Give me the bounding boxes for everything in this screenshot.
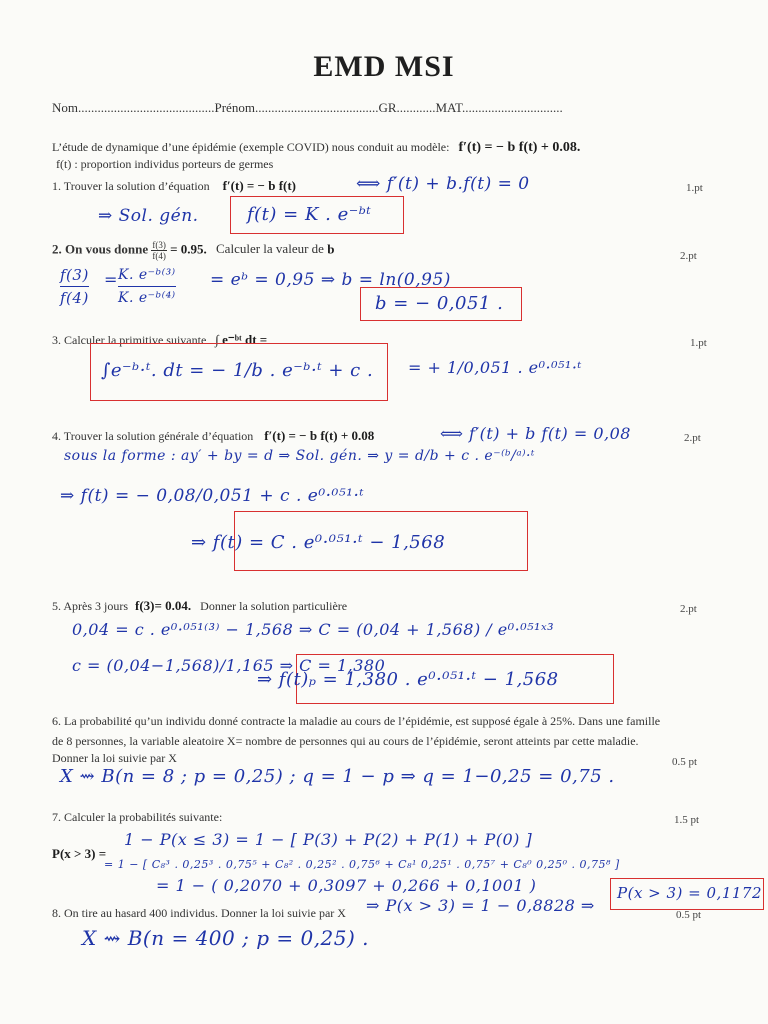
q6-line1: 6. La probabilité qu’un individu donné contracte la maladie au cours de l’épidémie, est supposé égale à 25%. Dans une famille [52,714,661,728]
model-equation: f′(t) = − b f(t) + 0.08. [458,140,581,155]
q2-fraction [151,240,167,261]
q6-line2: de 8 personnes, la variable aleatoire X= nombre de personnes qui au cours de l’épidémie, seront atteints par cette maladie. [52,734,639,748]
q1-text: 1. Trouver la solution d’équation [52,179,210,193]
q7-label: 7. Calculer la probabilités suivante: [52,810,223,824]
q2-label [52,240,334,261]
q3-text: 3. Calculer la primitive suivante [52,333,207,347]
q5-suffix: Donner la solution particulière [200,599,348,613]
ft-definition: f(t) : proportion individus porteurs de germes [56,157,274,171]
q5-prefix: 5. Après 3 jours [52,599,128,613]
q4-points: 2.pt [684,432,701,444]
q2-answer-mid-fraction [118,264,176,309]
q5-answer-box [257,654,614,704]
q2-frac-den: f(4) [152,251,166,261]
q7-answer-binomial: = 1 − [ C₈³ . 0,25³ . 0,75⁵ + C₈² . 0,25² . 0,75⁶ + C₈¹ 0,25¹ . 0,75⁷ + C₈⁰ 0,25⁰ . 0,75⁸ ] [104,858,620,871]
q2-answer-eq-sign: = [104,270,118,289]
q2-ans-mid-num: K. e⁻ᵇ⁽³⁾ [118,267,176,283]
q1-equation: f′(t) = − b f(t) [222,178,297,193]
q4-label [52,428,374,444]
q5-answer-constant: 0,04 = c . e⁰·⁰⁵¹⁽³⁾ − 1,568 ⇒ C = (0,04 + 1,568) / e⁰·⁰⁵¹ˣ³ [72,620,555,639]
q2-prefix: 2. On vous donne [52,241,149,257]
q7-answer-complement: 1 − P(x ≤ 3) = 1 − [ P(3) + P(2) + P(1) + P(0) ] [124,830,533,849]
q2-answer-box [360,287,522,321]
q5-condition: f(3)= 0.04. [135,598,192,613]
q5-points: 2.pt [680,603,697,615]
q2-ans-num: f(3) [60,266,89,284]
q1-answer-equivalent: ⟺ f′(t) + b.f(t) = 0 [356,174,530,194]
q6-line3: Donner la loi suivie par X [52,751,177,765]
q3-points: 1.pt [690,337,707,349]
q3-answer-extra: = + 1/0,051 . e⁰·⁰⁵¹·ᵗ [408,358,582,377]
q1-label [52,178,296,194]
q2-value: = 0.95. [170,241,207,257]
q7-answer-final: ⇒ P(x > 3) = 1 − 0,8828 ⇒ [366,896,595,915]
q3-integral: ∫ e⁻ᵇᵗ dt = [215,332,268,347]
q2-answer-rest: = eᵇ = 0,95 ⇒ b = ln(0,95) [210,270,451,290]
q5-label [52,598,347,614]
q2-answer-fraction [60,264,89,309]
q7-points: 1.5 pt [674,814,700,826]
q8-label: 8. On tire au hasard 400 individus. Donner la loi suivie par X [52,906,346,920]
q8-answer: X ⇝ B(n = 400 ; p = 0,25) . [82,926,370,950]
q7-answer-sum: = 1 − ( 0,2070 + 0,3097 + 0,266 + 0,1001 ) [156,876,537,895]
q6-answer: X ⇝ B(n = 8 ; p = 0,25) ; q = 1 − p ⇒ q = 1−0,25 = 0,75 . [60,766,615,787]
q7-prob-label: P(x > 3) = [52,846,107,861]
q2-ans-den: f(4) [60,286,89,309]
q1-points: 1.pt [686,182,703,194]
intro-text [52,140,580,156]
q1-answer-general: ⇒ Sol. gén. [98,206,199,226]
q8-points: 0.5 pt [676,909,702,921]
q4-answer-equivalent: ⟺ f′(t) + b f(t) = 0,08 [440,424,631,443]
q2-points: 2.pt [680,250,697,262]
q4-text: 4. Trouver la solution générale d’équation [52,429,254,443]
q1-boxed-solution: f(t) = K . e⁻ᵇᵗ [247,204,372,225]
q2-boxed-solution: b = − 0,051 . [375,293,504,314]
q1-answer-box [230,196,404,234]
q4-answer-box [191,511,528,571]
q5-boxed-solution: ⇒ f(t)ₚ = 1,380 . e⁰·⁰⁵¹·ᵗ − 1,568 [257,669,559,690]
q4-answer-form: sous la forme : ay′ + by = d ⇒ Sol. gén. ⇒ y = d/b + c . e⁻⁽ᵇ/ᵃ⁾·ᵗ [64,448,535,464]
q4-boxed-solution: ⇒ f(t) = C . e⁰·⁰⁵¹·ᵗ − 1,568 [191,532,446,553]
q2-ans-mid-den: K. e⁻ᵇ⁽⁴⁾ [118,286,176,309]
q2-variable: b [327,241,335,257]
q4-answer-general: ⇒ f(t) = − 0,08/0,051 + c . e⁰·⁰⁵¹·ᵗ [60,486,365,506]
q6-points: 0.5 pt [672,756,698,768]
q5-answer-c-value: c = (0,04−1,568)/1,165 ⇒ C = 1,380 [72,656,386,675]
q2-suffix: Calculer la valeur de [216,241,324,257]
q7-boxed-solution: P(x > 3) = 0,1172 [617,884,762,902]
q7-answer-box [610,878,764,910]
exam-title: EMD MSI [313,50,455,83]
student-fields: Nom..........................................Prénom......................................GR............MAT............................... [52,100,563,115]
q3-boxed-solution: ∫e⁻ᵇ·ᵗ. dt = − 1/b . e⁻ᵇ·ᵗ + c . [101,360,374,381]
q3-answer-box [90,343,388,401]
q4-equation: f′(t) = − b f(t) + 0.08 [264,428,375,443]
intro-sentence: L’étude de dynamique d’une épidémie (exemple COVID) nous conduit au modèle: [52,140,450,154]
q2-frac-num: f(3) [152,240,166,250]
